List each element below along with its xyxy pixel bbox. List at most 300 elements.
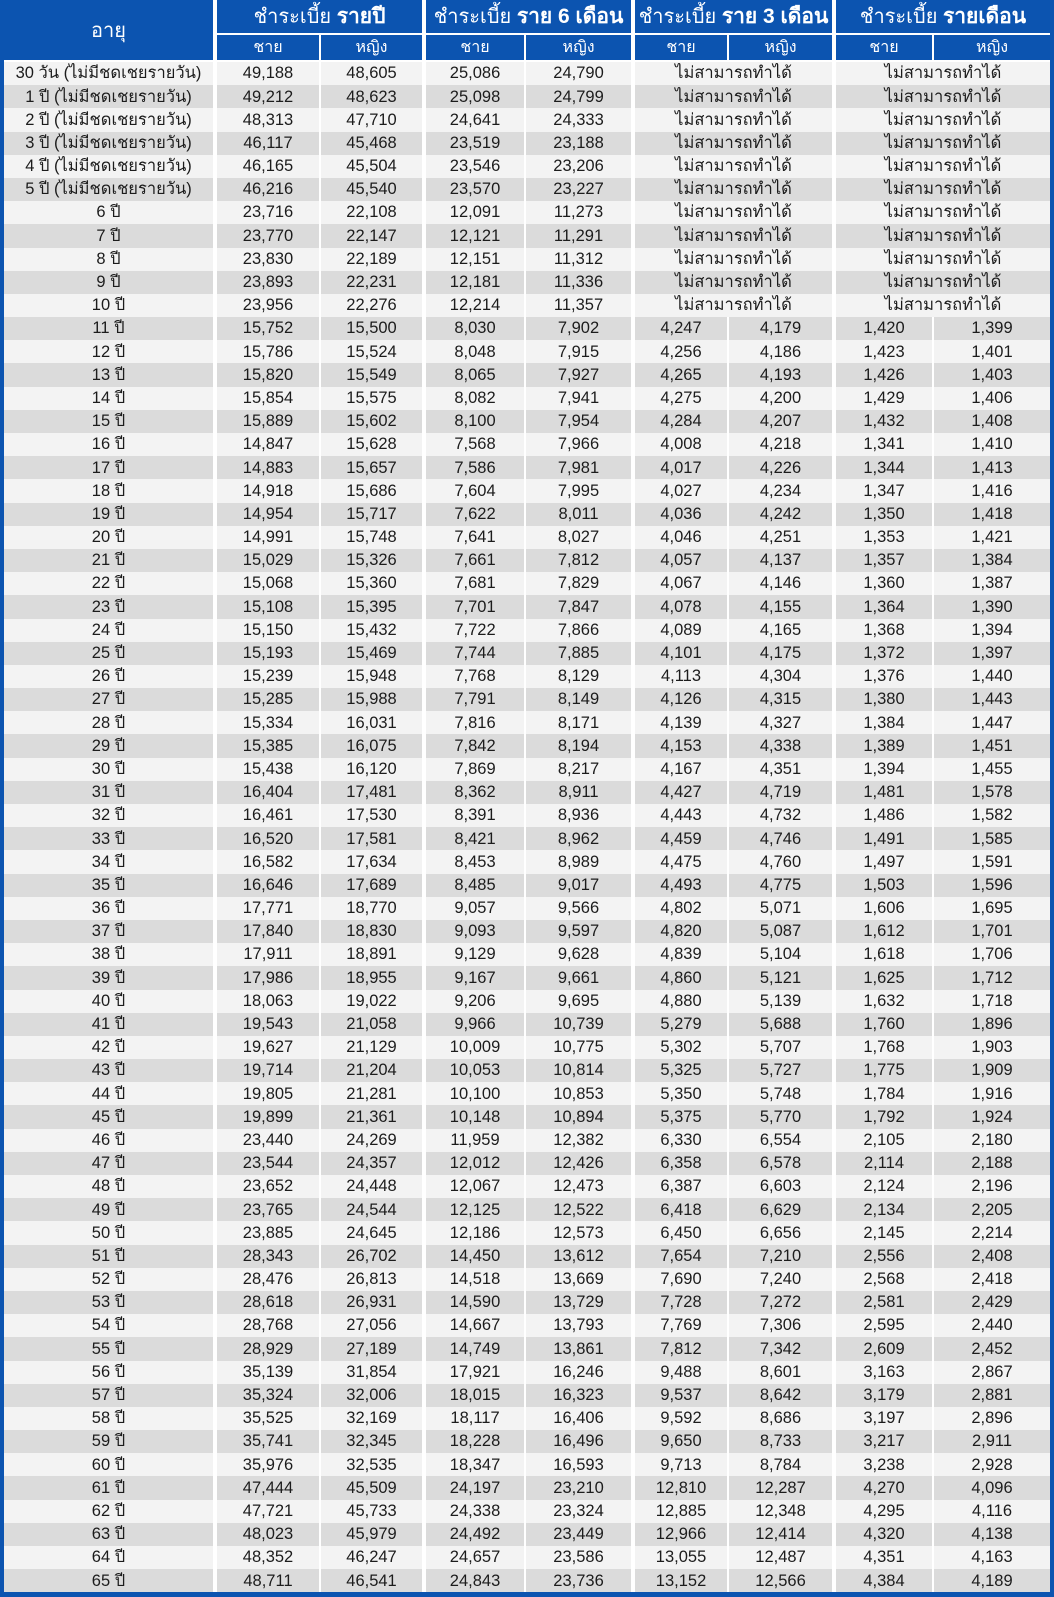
premium-value-cell: 8,453	[424, 850, 525, 873]
premium-value-cell: 35,741	[215, 1430, 320, 1453]
premium-value-cell: 4,275	[633, 387, 728, 410]
premium-value-cell: 1,491	[834, 827, 933, 850]
table-row	[4, 1361, 1050, 1384]
premium-value-cell: 8,027	[525, 526, 633, 549]
premium-value-cell: 32,006	[320, 1384, 424, 1407]
premium-value-cell: 10,148	[424, 1105, 525, 1128]
premium-value-cell: 9,713	[633, 1453, 728, 1476]
premium-value-cell: 15,500	[320, 317, 424, 340]
premium-value-cell: 18,891	[320, 943, 424, 966]
premium-value-cell: 4,493	[633, 874, 728, 897]
table-row	[4, 1175, 1050, 1198]
premium-value-cell: 7,744	[424, 642, 525, 665]
premium-value-cell: 1,909	[933, 1059, 1050, 1082]
premium-value-cell: 9,488	[633, 1361, 728, 1384]
premium-value-cell: 45,733	[320, 1500, 424, 1523]
premium-value-cell: 4,096	[933, 1476, 1050, 1499]
premium-value-cell: 5,087	[728, 920, 834, 943]
premium-value-cell: 23,324	[525, 1500, 633, 1523]
premium-value-cell: 7,768	[424, 665, 525, 688]
age-cell: 31 ปี	[4, 781, 215, 804]
premium-value-cell: 12,810	[633, 1476, 728, 1499]
not-available-cell: ไม่สามารถทำได้	[633, 178, 834, 201]
table-row	[4, 1523, 1050, 1546]
premium-value-cell: 1,347	[834, 479, 933, 502]
premium-value-cell: 4,101	[633, 642, 728, 665]
table-row	[4, 1500, 1050, 1523]
premium-value-cell: 6,554	[728, 1129, 834, 1152]
premium-value-cell: 12,426	[525, 1152, 633, 1175]
premium-value-cell: 23,885	[215, 1221, 320, 1244]
premium-value-cell: 23,449	[525, 1523, 633, 1546]
premium-value-cell: 24,799	[525, 85, 633, 108]
not-available-cell: ไม่สามารถทำได้	[834, 201, 1050, 224]
premium-value-cell: 1,924	[933, 1105, 1050, 1128]
premium-value-cell: 1,625	[834, 966, 933, 989]
premium-value-cell: 8,989	[525, 850, 633, 873]
premium-value-cell: 15,549	[320, 363, 424, 386]
premium-value-cell: 8,129	[525, 665, 633, 688]
premium-value-cell: 10,814	[525, 1059, 633, 1082]
premium-value-cell: 4,153	[633, 734, 728, 757]
premium-value-cell: 1,360	[834, 572, 933, 595]
premium-value-cell: 1,443	[933, 688, 1050, 711]
table-row	[4, 1291, 1050, 1314]
age-cell: 33 ปี	[4, 827, 215, 850]
premium-value-cell: 47,710	[320, 108, 424, 131]
premium-value-cell: 45,979	[320, 1523, 424, 1546]
premium-value-cell: 4,746	[728, 827, 834, 850]
age-cell: 39 ปี	[4, 966, 215, 989]
premium-value-cell: 48,711	[215, 1569, 320, 1592]
age-cell: 10 ปี	[4, 294, 215, 317]
premium-value-cell: 11,291	[525, 224, 633, 247]
age-cell: 64 ปี	[4, 1546, 215, 1569]
premium-value-cell: 8,194	[525, 734, 633, 757]
premium-value-cell: 2,180	[933, 1129, 1050, 1152]
premium-value-cell: 2,124	[834, 1175, 933, 1198]
table-row	[4, 340, 1050, 363]
premium-value-cell: 3,197	[834, 1407, 933, 1430]
premium-value-cell: 24,269	[320, 1129, 424, 1152]
premium-value-cell: 15,948	[320, 665, 424, 688]
premium-value-cell: 22,147	[320, 224, 424, 247]
premium-value-cell: 1,706	[933, 943, 1050, 966]
premium-value-cell: 2,896	[933, 1407, 1050, 1430]
premium-value-cell: 49,188	[215, 61, 320, 85]
group-prefix: ชำระเบี้ย	[638, 6, 717, 28]
age-cell: 4 ปี (ไม่มีชดเชยรายวัน)	[4, 155, 215, 178]
premium-value-cell: 12,522	[525, 1198, 633, 1221]
premium-value-cell: 48,023	[215, 1523, 320, 1546]
age-cell: 57 ปี	[4, 1384, 215, 1407]
premium-value-cell: 1,421	[933, 526, 1050, 549]
table-row	[4, 688, 1050, 711]
premium-value-cell: 4,304	[728, 665, 834, 688]
premium-value-cell: 15,988	[320, 688, 424, 711]
premium-value-cell: 1,440	[933, 665, 1050, 688]
premium-value-cell: 5,748	[728, 1082, 834, 1105]
premium-value-cell: 7,954	[525, 410, 633, 433]
premium-value-cell: 4,820	[633, 920, 728, 943]
premium-value-cell: 35,324	[215, 1384, 320, 1407]
premium-value-cell: 14,883	[215, 456, 320, 479]
premium-value-cell: 9,206	[424, 990, 525, 1013]
premium-value-cell: 8,601	[728, 1361, 834, 1384]
subheader-female-3month: หญิง	[728, 34, 834, 61]
premium-value-cell: 8,217	[525, 758, 633, 781]
premium-value-cell: 4,163	[933, 1546, 1050, 1569]
age-cell: 43 ปี	[4, 1059, 215, 1082]
premium-value-cell: 8,733	[728, 1430, 834, 1453]
premium-value-cell: 28,476	[215, 1268, 320, 1291]
premium-value-cell: 4,338	[728, 734, 834, 757]
premium-value-cell: 1,718	[933, 990, 1050, 1013]
premium-value-cell: 4,775	[728, 874, 834, 897]
premium-value-cell: 15,326	[320, 549, 424, 572]
premium-value-cell: 4,242	[728, 503, 834, 526]
premium-value-cell: 6,418	[633, 1198, 728, 1221]
table-row	[4, 966, 1050, 989]
premium-value-cell: 7,966	[525, 433, 633, 456]
age-cell: 14 ปี	[4, 387, 215, 410]
premium-value-cell: 18,347	[424, 1453, 525, 1476]
premium-value-cell: 17,689	[320, 874, 424, 897]
premium-value-cell: 9,129	[424, 943, 525, 966]
premium-value-cell: 15,854	[215, 387, 320, 410]
age-cell: 46 ปี	[4, 1129, 215, 1152]
premium-value-cell: 7,568	[424, 433, 525, 456]
premium-value-cell: 35,976	[215, 1453, 320, 1476]
premium-value-cell: 8,149	[525, 688, 633, 711]
age-cell: 5 ปี (ไม่มีชดเชยรายวัน)	[4, 178, 215, 201]
not-available-cell: ไม่สามารถทำได้	[834, 85, 1050, 108]
premium-value-cell: 3,217	[834, 1430, 933, 1453]
premium-value-cell: 35,139	[215, 1361, 320, 1384]
premium-value-cell: 16,323	[525, 1384, 633, 1407]
age-cell: 9 ปี	[4, 271, 215, 294]
premium-value-cell: 23,570	[424, 178, 525, 201]
premium-value-cell: 15,150	[215, 619, 320, 642]
not-available-cell: ไม่สามารถทำได้	[633, 108, 834, 131]
premium-value-cell: 1,353	[834, 526, 933, 549]
premium-value-cell: 1,606	[834, 897, 933, 920]
premium-value-cell: 9,695	[525, 990, 633, 1013]
premium-value-cell: 18,228	[424, 1430, 525, 1453]
premium-value-cell: 47,444	[215, 1476, 320, 1499]
premium-value-cell: 2,188	[933, 1152, 1050, 1175]
premium-value-cell: 1,775	[834, 1059, 933, 1082]
premium-value-cell: 28,343	[215, 1245, 320, 1268]
age-cell: 42 ปี	[4, 1036, 215, 1059]
premium-value-cell: 15,748	[320, 526, 424, 549]
table-row	[4, 943, 1050, 966]
table-row	[4, 433, 1050, 456]
group-prefix: ชำระเบี้ย	[253, 6, 332, 28]
premium-value-cell: 5,707	[728, 1036, 834, 1059]
premium-value-cell: 1,503	[834, 874, 933, 897]
premium-value-cell: 16,406	[525, 1407, 633, 1430]
premium-value-cell: 7,342	[728, 1337, 834, 1360]
premium-value-cell: 45,468	[320, 132, 424, 155]
premium-value-cell: 7,842	[424, 734, 525, 757]
premium-value-cell: 4,137	[728, 549, 834, 572]
premium-value-cell: 3,238	[834, 1453, 933, 1476]
table-row	[4, 1569, 1050, 1592]
premium-value-cell: 16,075	[320, 734, 424, 757]
table-row	[4, 711, 1050, 734]
premium-value-cell: 23,210	[525, 1476, 633, 1499]
subheader-female-6month: หญิง	[525, 34, 633, 61]
age-cell: 49 ปี	[4, 1198, 215, 1221]
table-row	[4, 990, 1050, 1013]
premium-value-cell: 1,384	[834, 711, 933, 734]
age-cell: 55 ปี	[4, 1337, 215, 1360]
not-available-cell: ไม่สามารถทำได้	[633, 294, 834, 317]
premium-value-cell: 24,657	[424, 1546, 525, 1569]
premium-value-cell: 1,350	[834, 503, 933, 526]
table-row	[4, 619, 1050, 642]
age-cell: 15 ปี	[4, 410, 215, 433]
premium-value-cell: 15,820	[215, 363, 320, 386]
premium-value-cell: 8,784	[728, 1453, 834, 1476]
premium-value-cell: 2,581	[834, 1291, 933, 1314]
premium-value-cell: 48,352	[215, 1546, 320, 1569]
premium-value-cell: 4,207	[728, 410, 834, 433]
premium-value-cell: 14,749	[424, 1337, 525, 1360]
not-available-cell: ไม่สามารถทำได้	[834, 108, 1050, 131]
premium-value-cell: 4,315	[728, 688, 834, 711]
table-row	[4, 1453, 1050, 1476]
group-header-row	[4, 0, 1050, 34]
premium-value-cell: 48,623	[320, 85, 424, 108]
premium-value-cell: 1,364	[834, 595, 933, 618]
premium-value-cell: 4,251	[728, 526, 834, 549]
age-cell: 29 ปี	[4, 734, 215, 757]
premium-value-cell: 15,575	[320, 387, 424, 410]
premium-value-cell: 1,418	[933, 503, 1050, 526]
premium-value-cell: 1,389	[834, 734, 933, 757]
premium-value-cell: 27,056	[320, 1314, 424, 1337]
table-row	[4, 132, 1050, 155]
premium-value-cell: 15,438	[215, 758, 320, 781]
age-cell: 17 ปี	[4, 456, 215, 479]
premium-value-cell: 32,345	[320, 1430, 424, 1453]
premium-value-cell: 1,344	[834, 456, 933, 479]
premium-value-cell: 26,931	[320, 1291, 424, 1314]
premium-value-cell: 23,716	[215, 201, 320, 224]
age-cell: 30 วัน (ไม่มีชดเชยรายวัน)	[4, 61, 215, 85]
premium-value-cell: 1,486	[834, 804, 933, 827]
premium-value-cell: 9,661	[525, 966, 633, 989]
premium-value-cell: 12,214	[424, 294, 525, 317]
premium-value-cell: 16,646	[215, 874, 320, 897]
age-cell: 8 ปี	[4, 248, 215, 271]
premium-value-cell: 8,100	[424, 410, 525, 433]
premium-value-cell: 13,793	[525, 1314, 633, 1337]
premium-value-cell: 16,246	[525, 1361, 633, 1384]
age-cell: 6 ปี	[4, 201, 215, 224]
not-available-cell: ไม่สามารถทำได้	[834, 271, 1050, 294]
premium-value-cell: 9,537	[633, 1384, 728, 1407]
premium-value-cell: 4,475	[633, 850, 728, 873]
premium-value-cell: 1,341	[834, 433, 933, 456]
premium-value-cell: 12,151	[424, 248, 525, 271]
premium-value-cell: 7,812	[633, 1337, 728, 1360]
premium-value-cell: 19,714	[215, 1059, 320, 1082]
premium-value-cell: 18,015	[424, 1384, 525, 1407]
premium-value-cell: 1,903	[933, 1036, 1050, 1059]
premium-value-cell: 1,632	[834, 990, 933, 1013]
premium-value-cell: 15,524	[320, 340, 424, 363]
premium-value-cell: 14,590	[424, 1291, 525, 1314]
premium-value-cell: 1,384	[933, 549, 1050, 572]
premium-value-cell: 1,429	[834, 387, 933, 410]
table-row	[4, 61, 1050, 85]
not-available-cell: ไม่สามารถทำได้	[633, 85, 834, 108]
table-row	[4, 1407, 1050, 1430]
premium-value-cell: 12,473	[525, 1175, 633, 1198]
premium-value-cell: 15,752	[215, 317, 320, 340]
premium-value-cell: 4,027	[633, 479, 728, 502]
age-cell: 41 ปี	[4, 1013, 215, 1036]
premium-value-cell: 17,840	[215, 920, 320, 943]
premium-value-cell: 16,496	[525, 1430, 633, 1453]
age-cell: 61 ปี	[4, 1476, 215, 1499]
premium-value-cell: 4,226	[728, 456, 834, 479]
age-cell: 32 ปี	[4, 804, 215, 827]
age-cell: 26 ปี	[4, 665, 215, 688]
premium-value-cell: 2,440	[933, 1314, 1050, 1337]
premium-value-cell: 25,086	[424, 61, 525, 85]
premium-value-cell: 13,055	[633, 1546, 728, 1569]
premium-value-cell: 4,113	[633, 665, 728, 688]
premium-value-cell: 14,667	[424, 1314, 525, 1337]
age-cell: 63 ปี	[4, 1523, 215, 1546]
premium-value-cell: 45,509	[320, 1476, 424, 1499]
premium-value-cell: 15,628	[320, 433, 424, 456]
premium-value-cell: 9,057	[424, 897, 525, 920]
table-row	[4, 387, 1050, 410]
table-row	[4, 503, 1050, 526]
premium-value-cell: 15,469	[320, 642, 424, 665]
age-cell: 53 ปี	[4, 1291, 215, 1314]
premium-value-cell: 23,546	[424, 155, 525, 178]
premium-value-cell: 1,481	[834, 781, 933, 804]
premium-value-cell: 15,889	[215, 410, 320, 433]
table-row	[4, 804, 1050, 827]
table-row	[4, 1546, 1050, 1569]
premium-value-cell: 4,459	[633, 827, 728, 850]
subheader-male-3month: ชาย	[633, 34, 728, 61]
premium-value-cell: 2,214	[933, 1221, 1050, 1244]
premium-value-cell: 2,196	[933, 1175, 1050, 1198]
premium-value-cell: 1,387	[933, 572, 1050, 595]
premium-value-cell: 8,936	[525, 804, 633, 827]
premium-value-cell: 1,401	[933, 340, 1050, 363]
table-row	[4, 363, 1050, 386]
premium-value-cell: 23,956	[215, 294, 320, 317]
premium-value-cell: 12,012	[424, 1152, 525, 1175]
premium-value-cell: 11,312	[525, 248, 633, 271]
age-cell: 30 ปี	[4, 758, 215, 781]
premium-value-cell: 16,520	[215, 827, 320, 850]
age-cell: 44 ปี	[4, 1082, 215, 1105]
premium-value-cell: 16,120	[320, 758, 424, 781]
premium-value-cell: 6,578	[728, 1152, 834, 1175]
premium-value-cell: 4,179	[728, 317, 834, 340]
age-cell: 23 ปี	[4, 595, 215, 618]
premium-value-cell: 1,792	[834, 1105, 933, 1128]
premium-value-cell: 23,652	[215, 1175, 320, 1198]
premium-value-cell: 6,358	[633, 1152, 728, 1175]
premium-value-cell: 7,586	[424, 456, 525, 479]
table-row	[4, 549, 1050, 572]
premium-value-cell: 7,728	[633, 1291, 728, 1314]
not-available-cell: ไม่สามารถทำได้	[633, 61, 834, 85]
premium-value-cell: 12,067	[424, 1175, 525, 1198]
premium-value-cell: 4,186	[728, 340, 834, 363]
subheader-male-yearly: ชาย	[215, 34, 320, 61]
table-row	[4, 572, 1050, 595]
premium-value-cell: 4,880	[633, 990, 728, 1013]
not-available-cell: ไม่สามารถทำได้	[834, 178, 1050, 201]
premium-value-cell: 4,155	[728, 595, 834, 618]
premium-value-cell: 15,602	[320, 410, 424, 433]
premium-rate-table	[4, 0, 1050, 1592]
premium-value-cell: 9,597	[525, 920, 633, 943]
premium-value-cell: 1,399	[933, 317, 1050, 340]
table-row	[4, 1384, 1050, 1407]
group-header-3month	[633, 0, 834, 34]
premium-value-cell: 1,432	[834, 410, 933, 433]
table-row	[4, 526, 1050, 549]
table-row	[4, 1430, 1050, 1453]
subheader-male-monthly: ชาย	[834, 34, 933, 61]
group-term-yearly: รายปี	[336, 5, 386, 28]
premium-value-cell: 2,134	[834, 1198, 933, 1221]
premium-value-cell: 8,962	[525, 827, 633, 850]
premium-value-cell: 7,995	[525, 479, 633, 502]
premium-value-cell: 7,604	[424, 479, 525, 502]
premium-value-cell: 14,450	[424, 1245, 525, 1268]
table-row	[4, 317, 1050, 340]
table-row	[4, 1129, 1050, 1152]
premium-value-cell: 15,717	[320, 503, 424, 526]
premium-value-cell: 17,530	[320, 804, 424, 827]
premium-value-cell: 4,139	[633, 711, 728, 734]
premium-value-cell: 2,867	[933, 1361, 1050, 1384]
table-row	[4, 595, 1050, 618]
premium-value-cell: 26,702	[320, 1245, 424, 1268]
premium-value-cell: 21,058	[320, 1013, 424, 1036]
table-body	[4, 61, 1050, 1592]
premium-value-cell: 5,350	[633, 1082, 728, 1105]
group-header-monthly	[834, 0, 1050, 34]
premium-value-cell: 2,556	[834, 1245, 933, 1268]
age-cell: 56 ปี	[4, 1361, 215, 1384]
group-header-6month	[424, 0, 633, 34]
premium-value-cell: 15,068	[215, 572, 320, 595]
premium-value-cell: 12,091	[424, 201, 525, 224]
table-row	[4, 248, 1050, 271]
age-cell: 2 ปี (ไม่มีชดเชยรายวัน)	[4, 108, 215, 131]
premium-value-cell: 7,701	[424, 595, 525, 618]
premium-value-cell: 2,911	[933, 1430, 1050, 1453]
premium-value-cell: 46,541	[320, 1569, 424, 1592]
not-available-cell: ไม่สามารถทำได้	[633, 271, 834, 294]
premium-value-cell: 3,163	[834, 1361, 933, 1384]
